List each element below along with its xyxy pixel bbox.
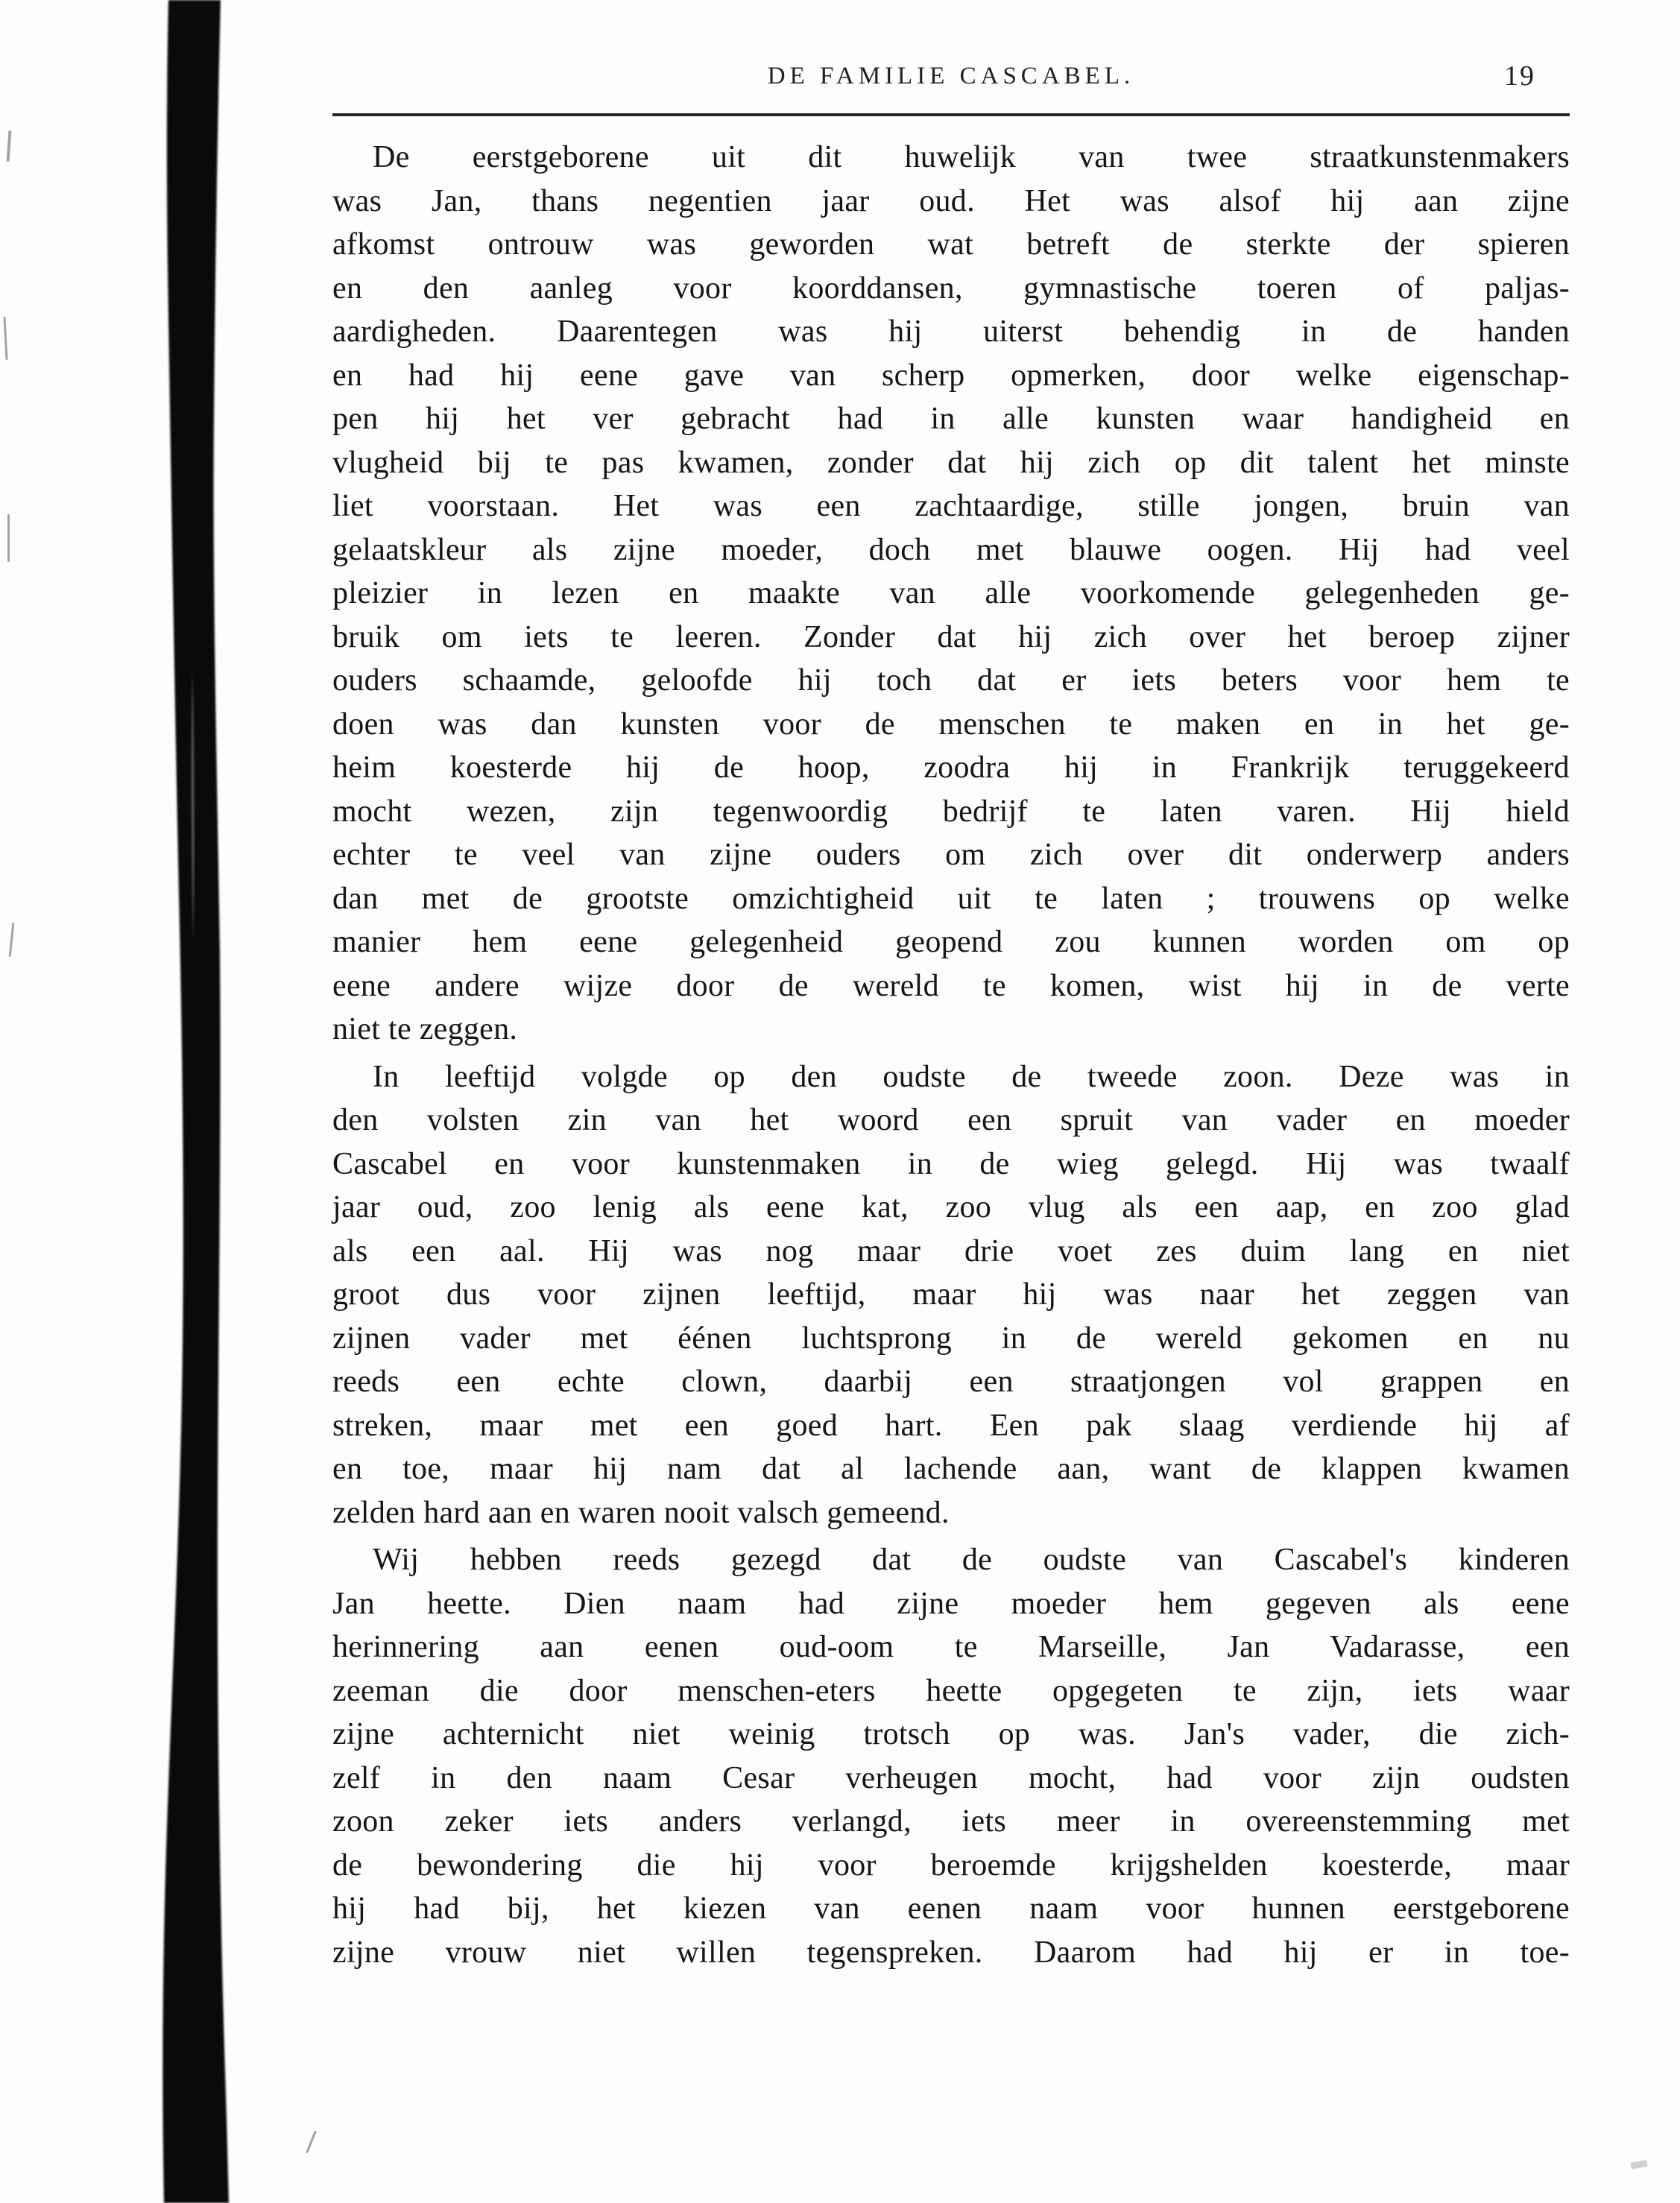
text-line: vlugheid bij te pas kwamen, zonder dat hij zich op dit talent het minste [332,445,1570,480]
text-line: en den aanleg voor koorddansen, gymnastische toeren of paljas- [332,271,1570,306]
paragraph [332,136,1570,1052]
text-line: zeeman die door menschen-eters heette opgegeten te zijn, iets waar [332,1673,1570,1708]
scan-artifact [3,317,7,360]
text-line: echter te veel van zijne ouders om zich over dit onderwerp anders [332,838,1570,872]
text-line: mocht wezen, zijn tegenwoordig bedrijf te laten varen. Hij hield [332,794,1570,829]
text-line: liet voorstaan. Het was een zachtaardige, stille jongen, bruin van [332,489,1570,523]
text-line: De eerstgeborene uit dit huwelijk van twee straatkunstenmakers [373,140,1570,174]
text-line: Cascabel en voor kunstenmaken in de wieg gelegd. Hij was twaalf [332,1146,1570,1181]
text-line: en had hij eene gave van scherp opmerken, door welke eigenschap- [332,358,1570,393]
header-rule [332,113,1570,116]
text-line: doen was dan kunsten voor de menschen te maken en in het ge- [332,707,1570,742]
text-line: manier hem eene gelegenheid geopend zou kunnen worden om op [332,925,1570,959]
text-line: en toe, maar hij nam dat al lachende aan, want de klappen kwamen [332,1452,1570,1486]
text-line: aardigheden. Daarentegen was hij uiterst behendig in de handen [332,315,1570,349]
paragraph [332,1055,1570,1535]
text-line: den volsten zin van het woord een spruit van vader en moeder [332,1103,1570,1137]
text-line: zelden hard aan en waren nooit valsch gemeend. [332,1495,950,1530]
text-line: niet te zeggen. [332,1012,518,1046]
text-line: als een aal. Hij was nog maar drie voet zes duim lang en niet [332,1233,1570,1268]
page-header [332,60,1570,103]
scan-artifact [7,514,10,562]
text-line: hij had bij, het kiezen van eenen naam voor hunnen eerstgeborene [332,1891,1570,1926]
text-line: de bewondering die hij voor beroemde krijgshelden koesterde, maar [332,1848,1570,1883]
text-line: eene andere wijze door de wereld te komen, wist hij in de verte [332,968,1570,1003]
text-line: Wij hebben reeds gezegd dat de oudste van Cascabel's kinderen [373,1543,1570,1577]
text-line: afkomst ontrouw was geworden wat betreft de sterkte der spieren [332,227,1570,262]
text-line: zijnen vader met éénen luchtsprong in de wereld gekomen en nu [332,1321,1570,1356]
paragraph [332,1538,1570,1974]
text-line: jaar oud, zoo lenig als eene kat, zoo vlug als een aap, en zoo glad [332,1190,1570,1224]
text-line: zoon zeker iets anders verlangd, iets meer in overeenstemming met [332,1804,1570,1839]
text-line: groot dus voor zijnen leeftijd, maar hij was naar het zeggen van [332,1277,1570,1312]
scan-artifact [9,923,15,957]
text-line: streken, maar met een goed hart. Een pak slaag verdiende hij af [332,1408,1570,1443]
scan-artifact [1630,2160,1647,2169]
text-line: pen hij het ver gebracht had in alle kunsten waar handigheid en [332,402,1570,436]
scan-artifact [7,130,12,162]
text-line: dan met de grootste omzichtigheid uit te laten ; trouwens op welke [332,881,1570,916]
binding-gutter-shadow [146,0,250,2203]
text-line: zijne vrouw niet willen tegenspreken. Daarom had hij er in toe- [332,1935,1570,1970]
text-line: bruik om iets te leeren. Zonder dat hij zich over het beroep zijner [332,619,1570,654]
text-line: herinnering aan eenen oud-oom te Marseille, Jan Vadarasse, een [332,1630,1570,1664]
text-line: Jan heette. Dien naam had zijne moeder hem gegeven als eene [332,1586,1570,1621]
body-text [332,136,1570,1974]
text-line: ouders schaamde, geloofde hij toch dat er iets beters voor hem te [332,663,1570,698]
text-line: pleizier in lezen en maakte van alle voorkomende gelegenheden ge- [332,576,1570,610]
text-line: gelaatskleur als zijne moeder, doch met blauwe oogen. Hij had veel [332,532,1570,567]
scan-artifact [306,2131,317,2154]
page-content [332,60,1570,1978]
page-number: 19 [1504,60,1535,92]
text-line: was Jan, thans negentien jaar oud. Het was alsof hij aan zijne [332,183,1570,218]
running-title: DE FAMILIE CASCABEL. [767,63,1135,89]
text-line: heim koesterde hij de hoop, zoodra hij in Frankrijk teruggekeerd [332,750,1570,785]
text-line: zijne achternicht niet weinig trotsch op was. Jan's vader, die zich- [332,1717,1570,1751]
text-line: reeds een echte clown, daarbij een straatjongen vol grappen en [332,1365,1570,1399]
text-line: zelf in den naam Cesar verheugen mocht, had voor zijn oudsten [332,1760,1570,1795]
text-line: In leeftijd volgde op den oudste de tweede zoon. Deze was in [373,1059,1570,1094]
